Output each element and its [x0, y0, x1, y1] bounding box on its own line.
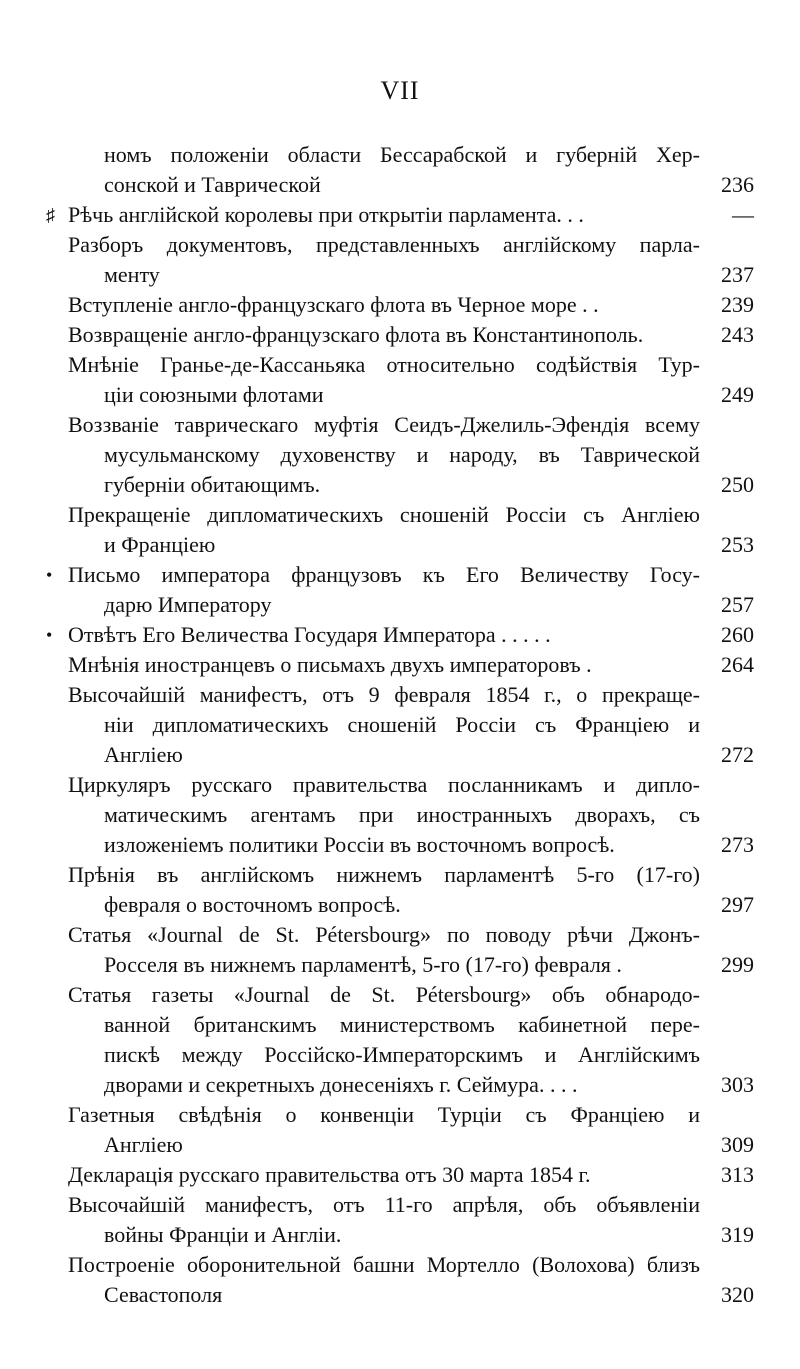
- toc-entry-text: февраля о восточномъ вопросѣ.: [104, 892, 401, 917]
- toc-entry: [0, 620, 800, 650]
- toc-entry-text: Возвращенiе англо-французскаго флота въ Константинополь.: [68, 322, 644, 347]
- toc-entry-text: Высочайшiй манифестъ, отъ 11-го апрѣля, объ объявленiи: [68, 1192, 700, 1217]
- toc-entry-text: менту: [104, 262, 160, 287]
- toc-entry-line: [0, 230, 800, 260]
- margin-mark: •: [46, 565, 53, 585]
- toc-entry-text: и Францiею: [104, 532, 216, 557]
- toc-entry-line: [0, 680, 800, 710]
- toc-entry-text: Газетныя свѣдѣнiя о конвенцiи Турцiи съ Францiею и: [68, 1102, 700, 1127]
- toc-entry: [0, 650, 800, 680]
- toc-entry: [0, 290, 800, 320]
- toc-entry-line: [0, 1190, 800, 1220]
- toc-entry: [0, 980, 800, 1100]
- toc-entry-line: [0, 1250, 800, 1280]
- toc-page-number: 297: [721, 892, 754, 917]
- toc-entry: [0, 320, 800, 350]
- toc-page-number: 319: [721, 1222, 754, 1247]
- toc-page-number: —: [732, 202, 754, 227]
- toc-entry-line: [0, 650, 800, 680]
- toc-entry-text: номъ положенiи области Бессарабской и губернiй Хер-: [104, 142, 700, 167]
- margin-mark: ♯: [46, 205, 55, 225]
- toc-entry-text: Декларацiя русскаго правительства отъ 30 марта 1854 г.: [68, 1162, 591, 1187]
- toc-entry-line: [0, 890, 800, 920]
- toc-entry-line: [0, 410, 800, 440]
- toc-entry-line: [0, 350, 800, 380]
- toc-entry-text: матическимъ агентамъ при иностранныхъ дворахъ, съ: [104, 802, 700, 827]
- toc-entry-line: [0, 710, 800, 740]
- toc-entry-text: Разборъ документовъ, представленныхъ англiйскому парла-: [68, 232, 700, 257]
- toc-entry: [0, 680, 800, 770]
- margin-mark: •: [46, 625, 53, 645]
- toc-entry-line: [0, 320, 800, 350]
- toc-entry-line: [0, 830, 800, 860]
- toc-entry-line: [0, 140, 800, 170]
- toc-entry-text: изложенiемъ политики Россiи въ восточномъ вопросѣ.: [104, 832, 615, 857]
- toc-page-number: 237: [721, 262, 754, 287]
- toc-entry: [0, 350, 800, 410]
- toc-entry-line: [0, 860, 800, 890]
- toc-entry-line: [0, 560, 800, 590]
- toc-entry-text: ванной британскимъ министерствомъ кабинетной пере-: [104, 1012, 700, 1037]
- toc-entry-line: [0, 1100, 800, 1130]
- toc-page-number: 250: [721, 472, 754, 497]
- toc-page-number: 313: [721, 1162, 754, 1187]
- toc-entry-line: [0, 1040, 800, 1070]
- toc-entry-text: Рѣчь англiйской королевы при открытiи парламента. . .: [68, 202, 584, 227]
- toc-page-number: 299: [721, 952, 754, 977]
- toc-entry-text: губернiи обитающимъ.: [104, 472, 321, 497]
- toc-entry: [0, 920, 800, 980]
- toc-entry-text: Росселя въ нижнемъ парламентѣ, 5-го (17-го) февраля .: [104, 952, 622, 977]
- toc-entry-line: [0, 800, 800, 830]
- toc-entry-line: [0, 1220, 800, 1250]
- toc-entry: [0, 500, 800, 560]
- toc-entry-text: Отвѣтъ Его Величества Государя Императора . . . . .: [68, 622, 551, 647]
- toc-page-number: 264: [721, 652, 754, 677]
- toc-entry-text: Прекращенiе дипломатическихъ сношенiй Россiи съ Англiею: [68, 502, 700, 527]
- toc-entry-line: [0, 260, 800, 290]
- toc-entry-line: [0, 470, 800, 500]
- toc-entry-text: Построенiе оборонительной башни Мортелло (Волохова) близъ: [68, 1252, 700, 1277]
- toc-entry-text: нiи дипломатическихъ сношенiй Россiи съ Францiею и: [104, 712, 700, 737]
- table-of-contents: [0, 140, 800, 1310]
- toc-entry: [0, 560, 800, 620]
- toc-entry: [0, 1190, 800, 1250]
- toc-entry-text: пискѣ между Россiйско-Императорскимъ и Англiйскимъ: [104, 1042, 700, 1067]
- toc-entry-text: Высочайшiй манифестъ, отъ 9 февраля 1854 г., о прекраще-: [68, 682, 700, 707]
- toc-entry-line: [0, 620, 800, 650]
- toc-entry-line: [0, 740, 800, 770]
- toc-entry-line: [0, 1070, 800, 1100]
- toc-entry: [0, 140, 800, 200]
- toc-entry-line: [0, 440, 800, 470]
- toc-entry-line: [0, 530, 800, 560]
- page-number: VII: [380, 76, 420, 105]
- toc-entry-line: [0, 200, 800, 230]
- toc-entry-text: Вступленiе англо-французскаго флота въ Черное море . .: [68, 292, 599, 317]
- toc-entry-line: [0, 1010, 800, 1040]
- toc-entry: [0, 410, 800, 500]
- toc-entry: [0, 860, 800, 920]
- toc-entry-text: мусульманскому духовенству и народу, въ Таврической: [104, 442, 700, 467]
- toc-page-number: 309: [721, 1132, 754, 1157]
- toc-entry-text: цiи союзными флотами: [104, 382, 324, 407]
- toc-entry-text: дарю Императору: [104, 592, 272, 617]
- toc-page-number: 249: [721, 382, 754, 407]
- toc-entry: [0, 1250, 800, 1310]
- toc-page-number: 253: [721, 532, 754, 557]
- toc-page-number: 236: [721, 172, 754, 197]
- toc-entry-text: Воззванiе таврическаго муфтiя Сеидъ-Джелиль-Эфендiя всему: [68, 412, 700, 437]
- toc-entry-text: дворами и секретныхъ донесенiяхъ г. Сеймура. . . .: [104, 1072, 578, 1097]
- toc-entry: [0, 230, 800, 290]
- toc-page-number: 243: [721, 322, 754, 347]
- toc-entry: [0, 1160, 800, 1190]
- toc-entry-text: Мнѣнiя иностранцевъ о письмахъ двухъ императоровъ .: [68, 652, 592, 677]
- toc-entry-line: [0, 290, 800, 320]
- toc-entry: [0, 770, 800, 860]
- toc-entry-line: [0, 500, 800, 530]
- toc-entry-line: [0, 950, 800, 980]
- toc-page-number: 260: [721, 622, 754, 647]
- toc-entry-text: Англiею: [104, 1132, 183, 1157]
- toc-entry-line: [0, 980, 800, 1010]
- toc-entry-line: [0, 380, 800, 410]
- toc-entry-line: [0, 1130, 800, 1160]
- toc-entry-line: [0, 1280, 800, 1310]
- toc-page-number: 239: [721, 292, 754, 317]
- toc-page-number: 257: [721, 592, 754, 617]
- toc-entry-text: Севастополя: [104, 1282, 223, 1307]
- toc-entry-text: Письмо императора французовъ къ Его Величеству Госу-: [68, 562, 700, 587]
- toc-entry-text: Статья газеты «Journal de St. Pétersbourg» объ обнародо-: [68, 982, 700, 1007]
- toc-entry: [0, 200, 800, 230]
- toc-page-number: 320: [721, 1282, 754, 1307]
- toc-entry-text: сонской и Таврической: [104, 172, 321, 197]
- toc-entry: [0, 1100, 800, 1160]
- toc-entry-line: [0, 770, 800, 800]
- toc-page-number: 272: [721, 742, 754, 767]
- toc-entry-text: Мнѣнiе Гранье-де-Кассаньяка относительно содѣйствiя Тур-: [68, 352, 700, 377]
- toc-entry-line: [0, 590, 800, 620]
- toc-entry-text: Прѣнiя въ англiйскомъ нижнемъ парламентѣ 5-го (17-го): [68, 862, 700, 887]
- toc-entry-text: Статья «Journal de St. Pétersbourg» по поводу рѣчи Джонъ-: [68, 922, 700, 947]
- toc-entry-line: [0, 920, 800, 950]
- toc-page-number: 303: [721, 1072, 754, 1097]
- toc-entry-line: [0, 1160, 800, 1190]
- toc-page-number: 273: [721, 832, 754, 857]
- toc-entry-line: [0, 170, 800, 200]
- toc-entry-text: Циркуляръ русскаго правительства посланникамъ и дипло-: [68, 772, 700, 797]
- toc-entry-text: войны Францiи и Англiи.: [104, 1222, 342, 1247]
- toc-entry-text: Англiею: [104, 742, 183, 767]
